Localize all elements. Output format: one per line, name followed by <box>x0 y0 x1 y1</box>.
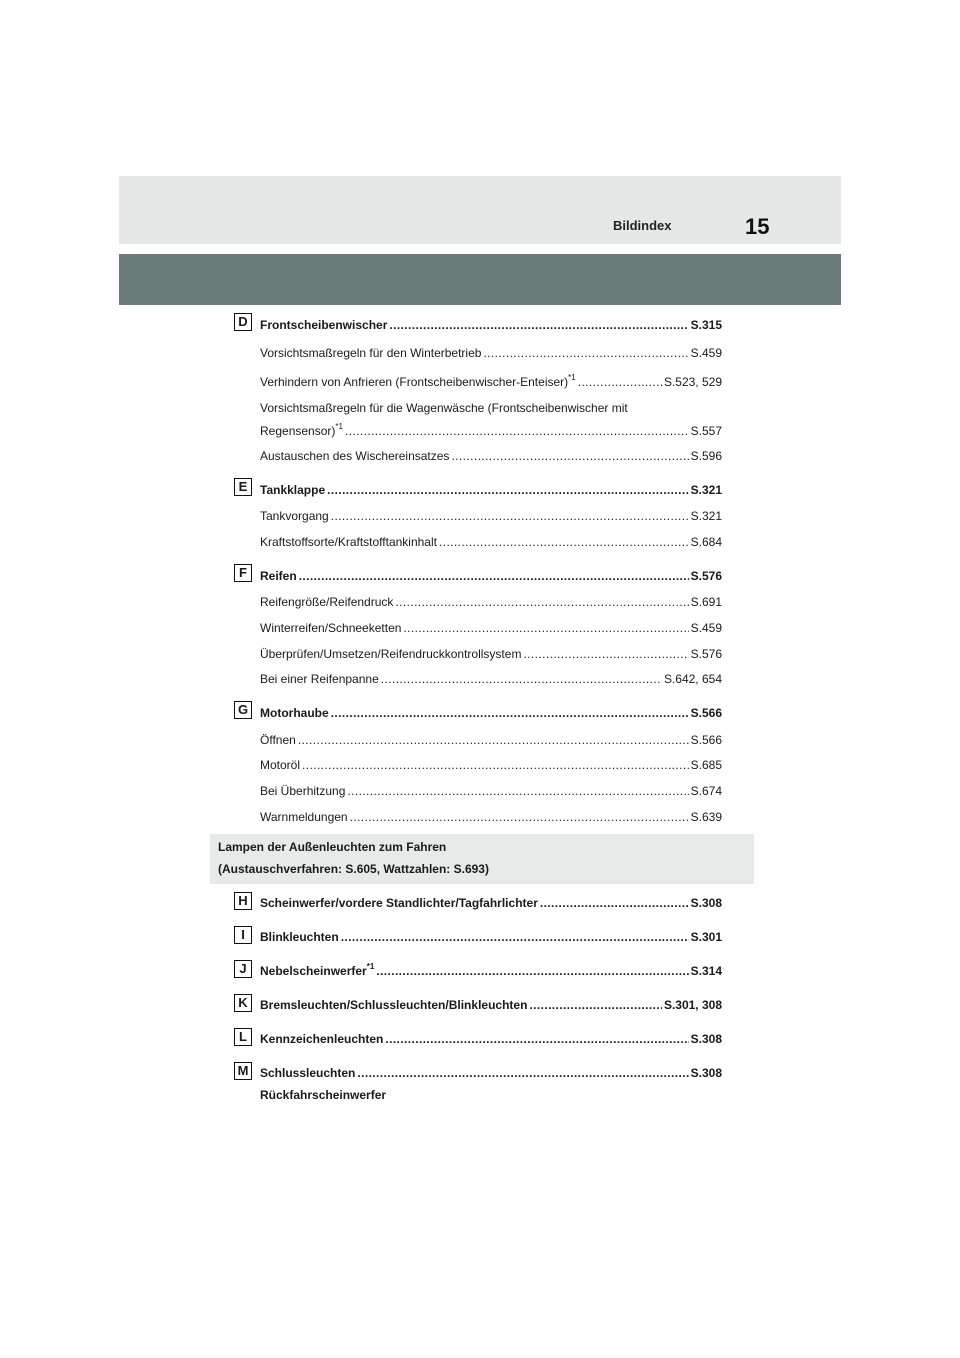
page-number: 15 <box>745 214 770 239</box>
entry-page: S.691 <box>690 595 722 609</box>
entry-label: Bei einer Reifenpanne <box>260 672 379 686</box>
entry-label: Reifengröße/Reifendruck <box>260 595 394 609</box>
entry-page: S.566 <box>690 733 722 747</box>
entry-label: Frontscheibenwischer <box>260 318 388 332</box>
entry-label: Tankvorgang <box>260 509 329 523</box>
entry-label-text: Regensensor) <box>260 424 336 438</box>
leader-dots <box>578 375 662 389</box>
entry-page: S.566 <box>690 706 722 720</box>
entry-label: Überprüfen/Umsetzen/Reifendruckkontrollsystem <box>260 647 522 661</box>
leader-dots <box>483 346 688 360</box>
leader-dots <box>350 810 689 824</box>
index-entry-frontscheibenwischer[interactable] <box>260 318 722 332</box>
index-entry[interactable] <box>260 424 722 438</box>
entry-label-text: Verhindern von Anfrieren (Frontscheibenwischer-Enteiser) <box>260 375 569 389</box>
entry-page: S.642, 654 <box>663 672 722 686</box>
entry-label: Bremsleuchten/Schlussleuchten/Blinkleuchten <box>260 998 528 1012</box>
footnote-marker: *1 <box>335 422 343 431</box>
leader-dots <box>331 706 689 720</box>
entry-label: Kraftstoffsorte/Kraftstofftankinhalt <box>260 535 437 549</box>
entry-label <box>260 964 374 978</box>
entry-page: S.576 <box>690 647 722 661</box>
index-entry[interactable] <box>260 672 722 686</box>
entry-label: Vorsichtsmaßregeln für den Winterbetrieb <box>260 346 482 360</box>
leader-dots <box>439 535 689 549</box>
leader-dots <box>302 758 689 772</box>
entry-page: S.684 <box>690 535 722 549</box>
entry-label-line1: Vorsichtsmaßregeln für die Wagenwäsche (Frontscheibenwischer mit <box>260 401 628 415</box>
entry-label: Motorhaube <box>260 706 329 720</box>
entry-page: S.459 <box>690 621 722 635</box>
entry-label: Öffnen <box>260 733 296 747</box>
leader-dots <box>357 1066 688 1080</box>
entry-page: S.639 <box>690 810 722 824</box>
leader-dots <box>376 964 688 978</box>
entry-page: S.308 <box>690 896 722 910</box>
entry-page: S.459 <box>690 346 722 360</box>
leader-dots <box>385 1032 688 1046</box>
index-entry[interactable] <box>260 449 722 463</box>
section-letter-k: K <box>234 994 252 1012</box>
leader-dots <box>298 733 689 747</box>
leader-dots <box>451 449 688 463</box>
index-entry-kennzeichenleuchten[interactable] <box>260 1032 722 1046</box>
section-letter-m: M <box>234 1062 252 1080</box>
entry-page: S.314 <box>690 964 722 978</box>
section-letter-i: I <box>234 926 252 944</box>
entry-label <box>260 375 576 389</box>
index-entry-motorhaube[interactable] <box>260 706 722 720</box>
leader-dots <box>389 318 688 332</box>
entry-page: S.523, 529 <box>663 375 722 389</box>
footnote-marker: *1 <box>366 962 375 971</box>
leader-dots <box>529 998 662 1012</box>
entry-label: Kennzeichenleuchten <box>260 1032 384 1046</box>
index-entry[interactable] <box>260 535 722 549</box>
index-entry[interactable] <box>260 621 722 635</box>
index-entry[interactable] <box>260 346 722 360</box>
leader-dots <box>299 569 689 583</box>
section-letter-l: L <box>234 1028 252 1046</box>
entry-page: S.301, 308 <box>663 998 722 1012</box>
entry-label: Tankklappe <box>260 483 326 497</box>
index-entry[interactable] <box>260 375 722 389</box>
section-banner <box>119 254 841 305</box>
entry-label: Bei Überhitzung <box>260 784 346 798</box>
footnote-marker: *1 <box>568 373 576 382</box>
index-entry-reifen[interactable] <box>260 569 722 583</box>
leader-dots <box>327 483 689 497</box>
leader-dots <box>403 621 688 635</box>
index-entry[interactable] <box>260 810 722 824</box>
leader-dots <box>341 930 689 944</box>
index-entry[interactable] <box>260 595 722 609</box>
entry-label: Blinkleuchten <box>260 930 339 944</box>
index-entry-nebelscheinwerfer[interactable] <box>260 964 722 978</box>
entry-label: Motoröl <box>260 758 301 772</box>
entry-label: Scheinwerfer/vordere Standlichter/Tagfahrlichter <box>260 896 538 910</box>
index-entry[interactable] <box>260 758 722 772</box>
leader-dots <box>395 595 688 609</box>
entry-page: S.315 <box>690 318 722 332</box>
section-letter-h: H <box>234 892 252 910</box>
entry-label: Winterreifen/Schneeketten <box>260 621 402 635</box>
entry-page: S.674 <box>690 784 722 798</box>
section-letter-d: D <box>234 313 252 331</box>
index-entry-bremsleuchten[interactable] <box>260 998 722 1012</box>
section-letter-e: E <box>234 478 252 496</box>
leader-dots <box>540 896 689 910</box>
leader-dots <box>345 424 689 438</box>
entry-label: Schlussleuchten <box>260 1066 356 1080</box>
header-title: Bildindex <box>613 218 672 233</box>
index-entry[interactable] <box>260 509 722 523</box>
entry-page: S.321 <box>690 483 722 497</box>
entry-page: S.321 <box>690 509 722 523</box>
section-letter-f: F <box>234 564 252 582</box>
entry-page: S.301 <box>690 930 722 944</box>
entry-label <box>260 424 343 438</box>
index-entry-scheinwerfer[interactable] <box>260 896 722 910</box>
index-entry-tankklappe[interactable] <box>260 483 722 497</box>
section-letter-g: G <box>234 701 252 719</box>
entry-page: S.685 <box>690 758 722 772</box>
index-entry-blinkleuchten[interactable] <box>260 930 722 944</box>
entry-label: Austauschen des Wischereinsatzes <box>260 449 450 463</box>
index-entry-schlussleuchten[interactable] <box>260 1066 722 1080</box>
entry-page: S.557 <box>690 424 722 438</box>
leader-dots <box>381 672 662 686</box>
index-entry[interactable] <box>260 733 722 747</box>
lamp-note-title: Lampen der Außenleuchten zum Fahren <box>218 840 447 854</box>
index-entry[interactable] <box>260 784 722 798</box>
lamp-note-details: (Austauschverfahren: S.605, Wattzahlen: S.693) <box>218 862 489 876</box>
entry-label-rueckfahrscheinwerfer: Rückfahrscheinwerfer <box>260 1088 387 1102</box>
header-band <box>119 176 841 244</box>
entry-label: Warnmeldungen <box>260 810 348 824</box>
entry-page: S.596 <box>690 449 722 463</box>
index-entry[interactable] <box>260 647 722 661</box>
leader-dots <box>347 784 688 798</box>
leader-dots <box>523 647 688 661</box>
section-letter-j: J <box>234 960 252 978</box>
entry-page: S.308 <box>690 1066 722 1080</box>
leader-dots <box>331 509 689 523</box>
entry-page: S.308 <box>690 1032 722 1046</box>
entry-page: S.576 <box>690 569 722 583</box>
entry-label: Reifen <box>260 569 297 583</box>
entry-label-text: Nebelscheinwerfer <box>260 964 367 978</box>
